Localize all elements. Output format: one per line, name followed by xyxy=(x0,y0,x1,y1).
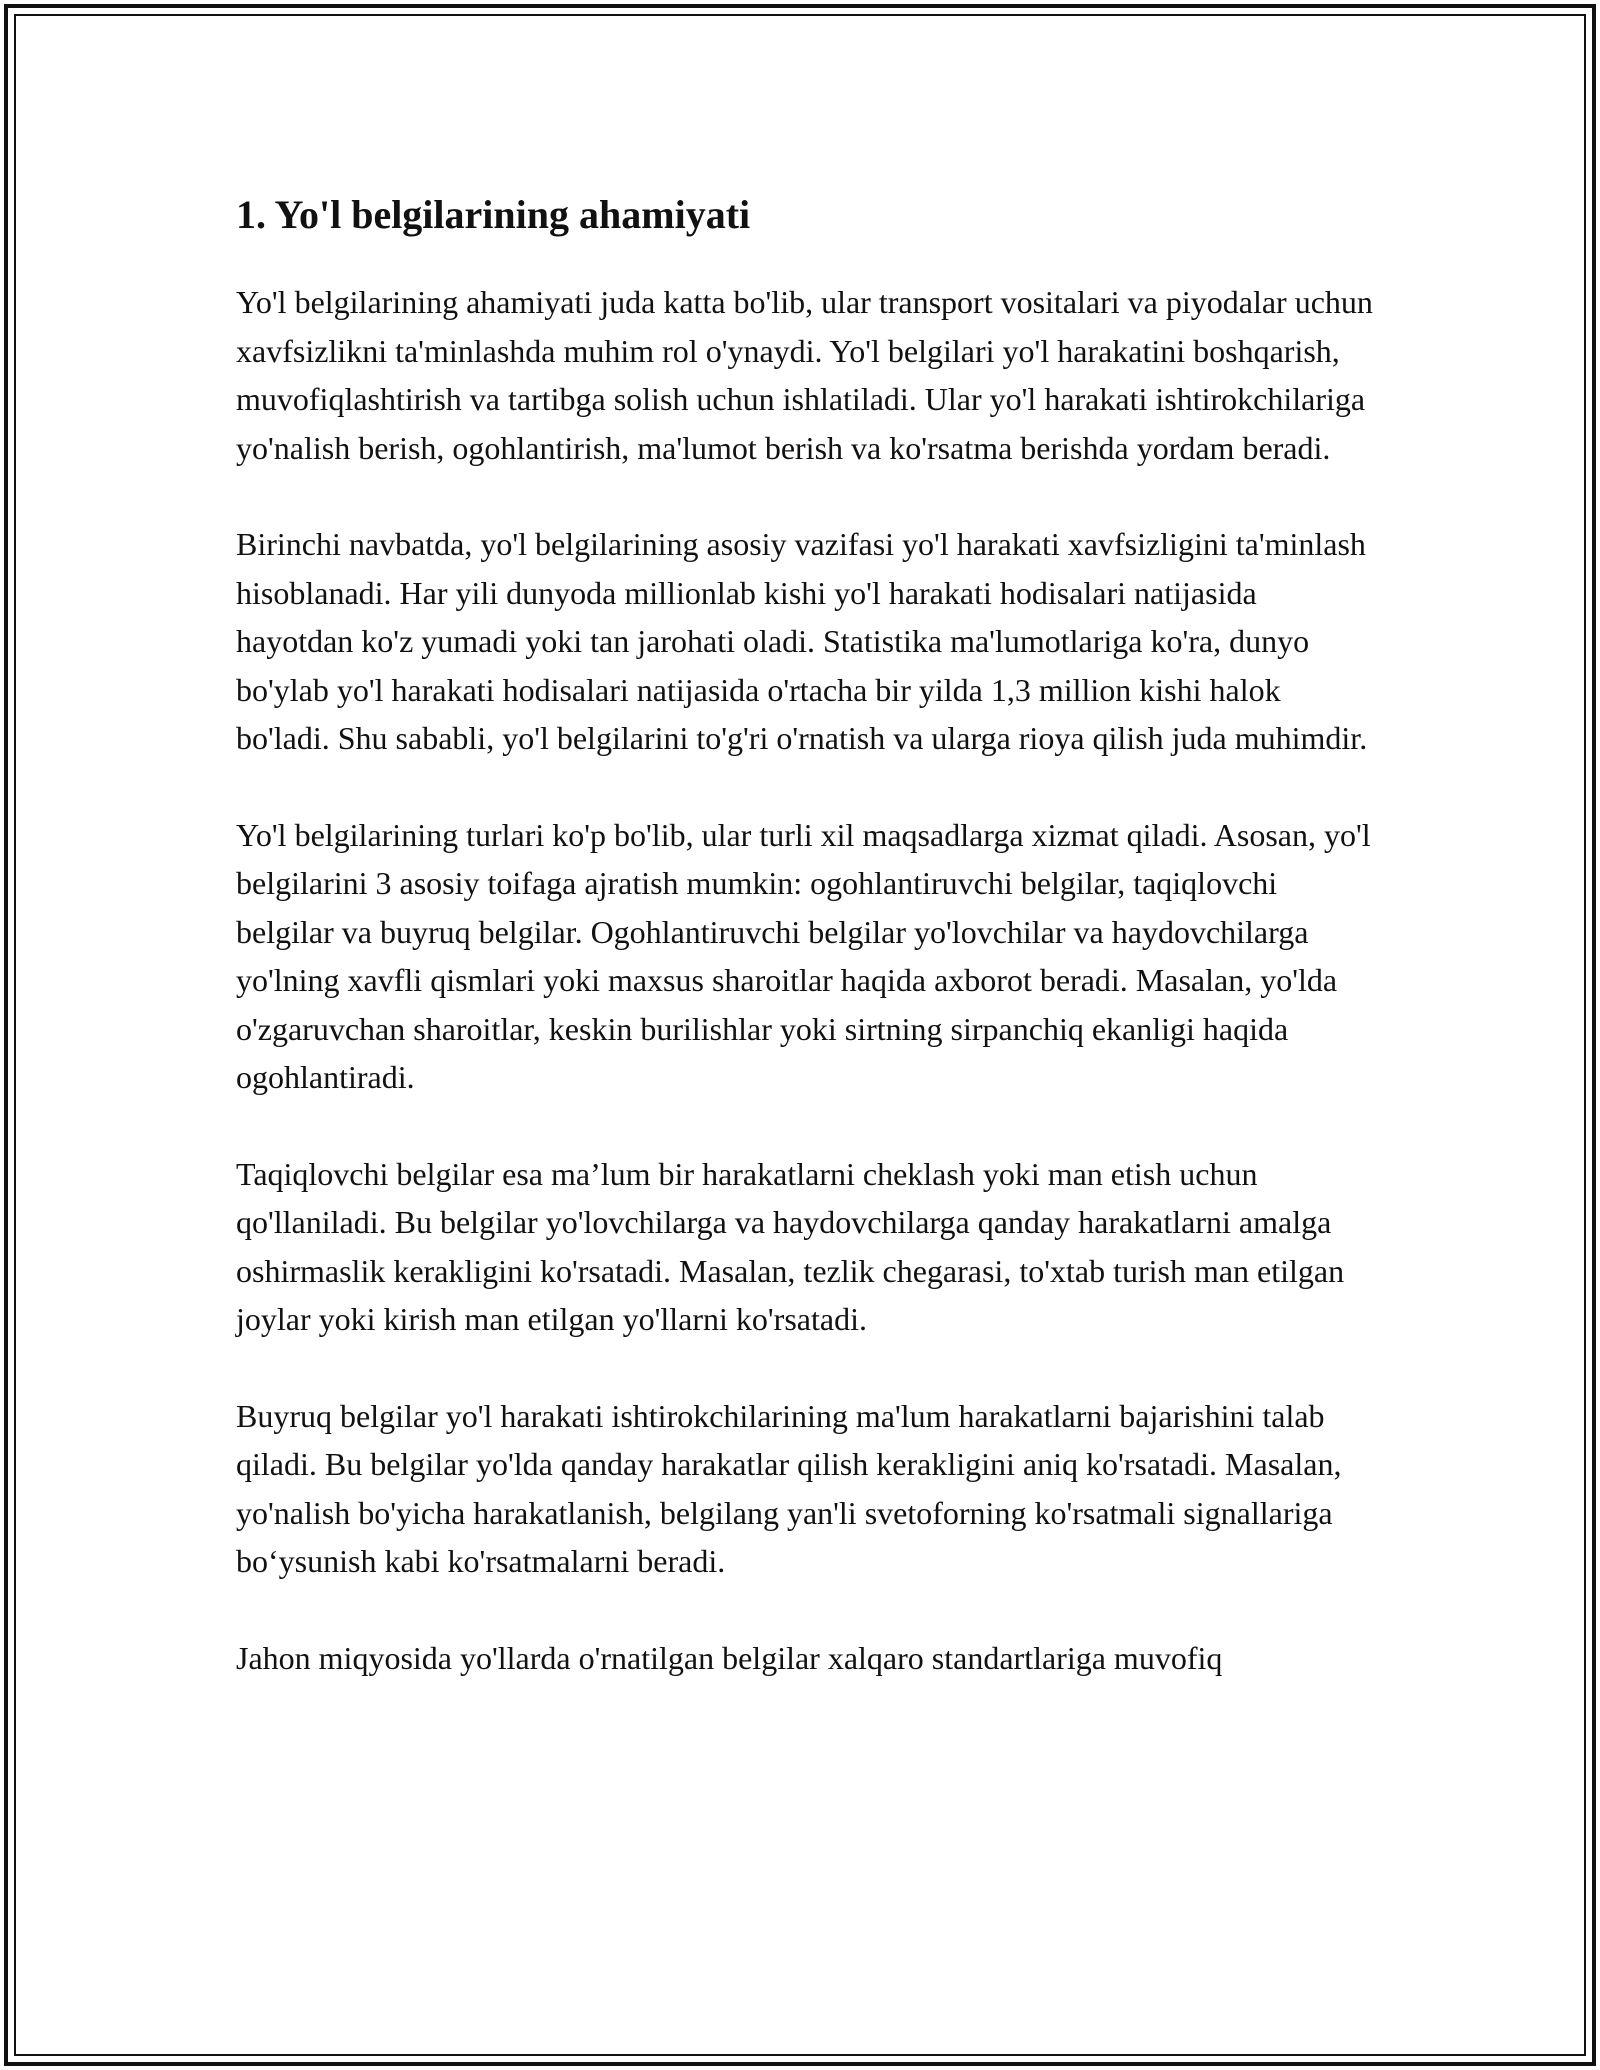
paragraph-mandatory-signs: Buyruq belgilar yo'l harakati ishtirokchilarining ma'lum harakatlarni bajarishini talab qiladi. Bu belgilar yo'lda qanday harakatlar qilish kerakligini aniq ko'rsatadi. Masalan, yo'nalish bo'yicha harakatlanish, belgilang yan'li svetoforning ko'rsatmali signallariga bo‘ysunish kabi ko'rsatmalarni beradi. xyxy=(236,1397,1342,1579)
paragraph-international: Jahon miqyosida yo'llarda o'rnatilgan belgilar xalqaro standartlariga muvofiq xyxy=(236,1639,1223,1676)
paragraph-prohibitory-signs: Taqiqlovchi belgilar esa ma’lum bir harakatlarni cheklash yoki man etish uchun qo'llaniladi. Bu belgilar yo'lovchilarga va haydovchilarga qanday harakatlarni amalga oshirmaslik kerakligini ko'rsatadi. Masalan, tezlik chegarasi, to'xtab turish man etilgan joylar yoki kirish man etilgan yo'llarni ko'rsatadi. xyxy=(236,1155,1345,1337)
section-heading: 1. Yo'l belgilarining ahamiyati xyxy=(236,192,751,237)
paragraph-sign-types: Yo'l belgilarining turlari ko'p bo'lib, ular turli xil maqsadlarga xizmat qiladi. Asosan, yo'l belgilarini 3 asosiy toifaga ajratish mumkin: ogohlantiruvchi belgilar, taqiqlovchi belgilar va buyruq belgilar. Ogohlantiruvchi belgilar yo'lovchilar va haydovchilarga yo'lning xavfli qismlari yoki maxsus sharoitlar haqida axborot beradi. Masalan, yo'lda o'zgaruvchan sharoitlar, keskin burilishlar yoki sirtning sirpanchiq ekanligi haqida ogohlantiradi. xyxy=(236,816,1371,1095)
document-body xyxy=(236,184,1376,1730)
paragraph-importance: Yo'l belgilarining ahamiyati juda katta bo'lib, ular transport vositalari va piyodalar uchun xavfsizlikni ta'minlashda muhim rol o'ynaydi. Yo'l belgilari yo'l harakatini boshqarish, muvofiqlashtirish va tartibga solish uchun ishlatiladi. Ular yo'l harakati ishtirokchilariga yo'nalish berish, ogohlantirish, ma'lumot berish va ko'rsatma berishda yordam beradi. xyxy=(236,284,1373,466)
paragraph-safety: Birinchi navbatda, yo'l belgilarining asosiy vazifasi yo'l harakati xavfsizligini ta'minlash hisoblanadi. Har yili dunyoda millionlab kishi yo'l harakati hodisalari natijasida hayotdan ko'z yumadi yoki tan jarohati oladi. Statistika ma'lumotlariga ko'ra, dunyo bo'ylab yo'l harakati hodisalari natijasida o'rtacha bir yilda 1,3 million kishi halok bo'ladi. Shu sababli, yo'l belgilarini to'g'ri o'rnatish va ularga rioya qilish juda muhimdir. xyxy=(236,526,1368,756)
